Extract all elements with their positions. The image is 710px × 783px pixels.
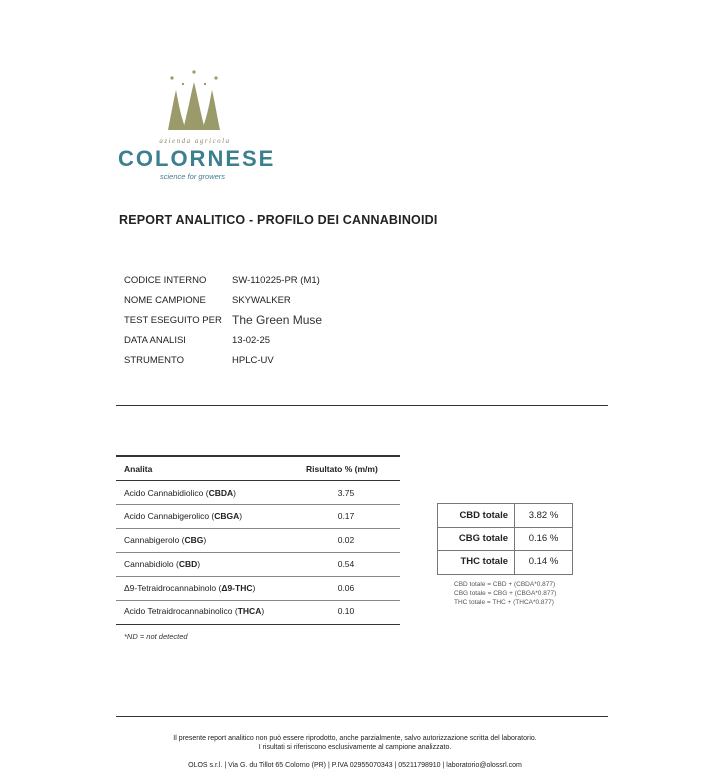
info-value-data: 13-02-25 [232, 335, 271, 346]
info-value-strumento: HPLC-UV [232, 355, 274, 366]
totals-row-divider [438, 550, 572, 551]
colornese-logo-mark [164, 70, 224, 132]
analyte-abbr: CBD [178, 559, 198, 569]
analyte-abbr: CBDA [208, 488, 234, 498]
total-label-cbd: CBD totale [459, 510, 508, 521]
row-divider [116, 576, 400, 577]
logo-name: COLORNESE [118, 146, 276, 171]
info-label-test: TEST ESEGUITO PER [124, 315, 222, 326]
row-divider [116, 600, 400, 601]
crown-icon [164, 70, 224, 132]
analyte-value: 3.75 [337, 488, 355, 498]
logo-subtitle: azienda agricola [159, 137, 231, 145]
analyte-table-bottom-rule [116, 624, 400, 625]
analyte-abbr: Δ9-THC [221, 583, 253, 593]
row-divider [116, 504, 400, 505]
analyte-value: 0.17 [337, 511, 355, 521]
formula-thc: THC totale = THC + (THCA*0.877) [454, 599, 554, 606]
section-divider [116, 405, 608, 406]
analyte-abbr: THCA [237, 606, 262, 616]
formula-cbg: CBG totale = CBG + (CBGA*0.877) [454, 590, 557, 597]
logo-tagline: science for growers [160, 172, 226, 181]
total-label-cbg: CBG totale [458, 533, 508, 544]
info-value-campione: SKYWALKER [232, 295, 291, 306]
analyte-abbr: CBGA [214, 511, 240, 521]
info-label-codice: CODICE INTERNO [124, 275, 207, 286]
total-label-thc: THC totale [460, 556, 508, 567]
row-divider [116, 528, 400, 529]
formula-cbd: CBD totale = CBD + (CBDA*0.877) [454, 581, 556, 588]
table-row: Δ9-Tetraidrocannabinolo (Δ9-THC) [124, 583, 256, 593]
table-row: Cannabidiolo (CBD) [124, 559, 201, 569]
total-value-cbg: 0.16 % [528, 533, 559, 544]
info-value-test: The Green Muse [232, 313, 323, 327]
analyte-value: 0.54 [337, 559, 355, 569]
analyte-table-top-rule [116, 455, 400, 457]
total-value-cbd: 3.82 % [528, 510, 559, 521]
footer-disclaimer-1: Il presente report analitico non può essere riprodotto, anche parzialmente, salvo autorizzazione scritta del laboratorio. [173, 735, 537, 742]
totals-row-divider [438, 527, 572, 528]
table-row: Cannabigerolo (CBG) [124, 535, 207, 545]
analyte-value: 0.10 [337, 606, 355, 616]
footer-company-line: OLOS s.r.l. | Via G. du Tillot 65 Colorno (PR) | P.IVA 02955070343 | 05211798910 | laboratorio@olossrl.com [188, 762, 522, 769]
total-value-thc: 0.14 % [528, 556, 559, 567]
info-value-codice: SW-110225-PR (M1) [232, 275, 320, 286]
info-label-strumento: STRUMENTO [124, 355, 184, 366]
nd-note: *ND = not detected [124, 632, 188, 641]
analyte-header-rule [116, 480, 400, 481]
analyte-abbr: CBG [184, 535, 204, 545]
analyte-value: 0.06 [337, 583, 355, 593]
table-row: Acido Cannabidiolico (CBDA) [124, 488, 236, 498]
table-row: Acido Cannabigerolico (CBGA) [124, 511, 243, 521]
report-title: REPORT ANALITICO - PROFILO DEI CANNABINOIDI [119, 213, 438, 227]
footer-divider [116, 716, 608, 717]
analyte-header-name: Analita [124, 464, 153, 474]
analyte-value: 0.02 [337, 535, 355, 545]
info-label-campione: NOME CAMPIONE [124, 295, 206, 306]
info-label-data: DATA ANALISI [124, 335, 186, 346]
analyte-header-result: Risultato % (m/m) [306, 464, 378, 474]
table-row: Acido Tetraidrocannabinolico (THCA) [124, 606, 265, 616]
totals-table [437, 503, 573, 575]
footer-disclaimer-2: I risultati si riferiscono esclusivamente al campione analizzato. [258, 744, 452, 751]
row-divider [116, 552, 400, 553]
